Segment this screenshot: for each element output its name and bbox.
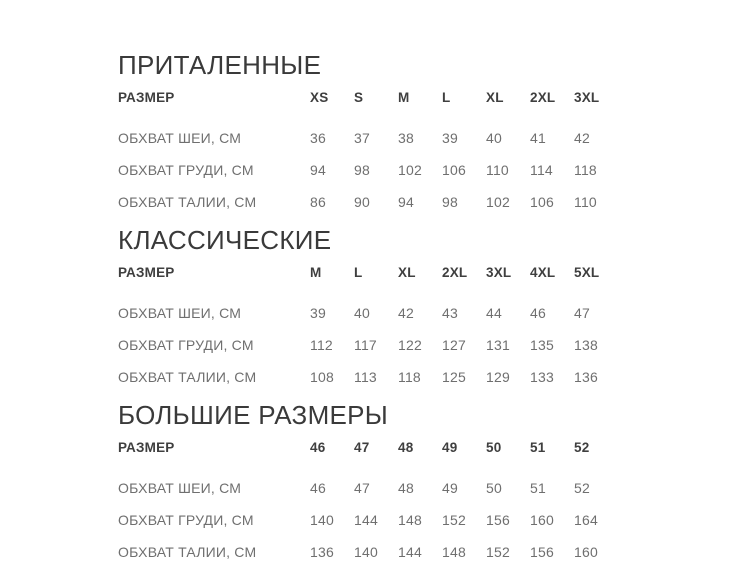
cell-value: 135 [530,337,554,353]
cell-value: 106 [442,162,466,178]
cell-value: 38 [398,130,414,146]
measurement-row-waist [118,193,743,211]
size-column-header: 47 [354,440,370,455]
cell-value: 98 [354,162,370,178]
cell-value: 46 [310,480,326,496]
table-header-row [118,439,743,457]
cell-value: 152 [442,512,466,528]
cell-value: 46 [530,305,546,321]
row-label: ОБХВАТ ГРУДИ, СМ [118,162,254,178]
cell-value: 102 [398,162,422,178]
section-title: КЛАССИЧЕСКИЕ [118,225,332,255]
cell-value: 52 [574,480,590,496]
size-column-header: 51 [530,440,546,455]
cell-value: 129 [486,369,510,385]
cell-value: 40 [486,130,502,146]
cell-value: 152 [486,544,510,560]
header-size-label: РАЗМЕР [118,440,175,455]
cell-value: 138 [574,337,598,353]
cell-value: 122 [398,337,422,353]
measurement-row-neck [118,129,743,147]
cell-value: 110 [574,194,597,210]
header-size-label: РАЗМЕР [118,90,175,105]
cell-value: 144 [354,512,378,528]
cell-value: 113 [354,369,377,385]
cell-value: 118 [574,162,597,178]
header-size-label: РАЗМЕР [118,265,175,280]
cell-value: 40 [354,305,370,321]
size-column-header: 5XL [574,265,600,280]
size-column-header: 46 [310,440,326,455]
section-title: ПРИТАЛЕННЫЕ [118,50,322,80]
cell-value: 94 [310,162,326,178]
cell-value: 110 [486,162,509,178]
cell-value: 148 [398,512,422,528]
row-label: ОБХВАТ ШЕИ, СМ [118,480,242,496]
cell-value: 51 [530,480,546,496]
cell-value: 37 [354,130,370,146]
row-label: ОБХВАТ ШЕИ, СМ [118,130,242,146]
measurement-row-chest [118,161,743,179]
measurement-row-waist [118,543,743,561]
cell-value: 39 [442,130,458,146]
cell-value: 36 [310,130,326,146]
measurement-row-neck [118,304,743,322]
size-column-header: 48 [398,440,414,455]
row-label: ОБХВАТ ГРУДИ, СМ [118,512,254,528]
size-column-header: 4XL [530,265,556,280]
cell-value: 136 [574,369,598,385]
cell-value: 125 [442,369,466,385]
cell-value: 44 [486,305,502,321]
row-label: ОБХВАТ ГРУДИ, СМ [118,337,254,353]
cell-value: 114 [530,162,553,178]
cell-value: 117 [354,337,377,353]
size-column-header: M [398,90,410,105]
cell-value: 42 [574,130,590,146]
cell-value: 118 [398,369,421,385]
measurement-row-neck [118,479,743,497]
cell-value: 160 [574,544,598,560]
size-column-header: L [442,90,451,105]
size-column-header: 2XL [530,90,556,105]
row-label: ОБХВАТ ТАЛИИ, СМ [118,194,257,210]
size-column-header: 3XL [486,265,512,280]
cell-value: 47 [354,480,370,496]
cell-value: 94 [398,194,414,210]
cell-value: 41 [530,130,546,146]
cell-value: 47 [574,305,590,321]
cell-value: 98 [442,194,458,210]
size-column-header: 49 [442,440,458,455]
cell-value: 140 [310,512,334,528]
cell-value: 48 [398,480,414,496]
row-label: ОБХВАТ ШЕИ, СМ [118,305,242,321]
section-title: БОЛЬШИЕ РАЗМЕРЫ [118,400,389,430]
table-header-row [118,89,743,107]
cell-value: 131 [486,337,510,353]
size-column-header: 50 [486,440,502,455]
section-fitted [118,50,743,211]
cell-value: 164 [574,512,598,528]
cell-value: 49 [442,480,458,496]
section-classic [118,225,743,386]
table-header-row [118,264,743,282]
cell-value: 108 [310,369,334,385]
cell-value: 102 [486,194,510,210]
cell-value: 106 [530,194,554,210]
row-label: ОБХВАТ ТАЛИИ, СМ [118,369,257,385]
size-column-header: XL [398,265,416,280]
row-label: ОБХВАТ ТАЛИИ, СМ [118,544,257,560]
cell-value: 90 [354,194,370,210]
size-column-header: 52 [574,440,590,455]
cell-value: 160 [530,512,554,528]
size-column-header: M [310,265,322,280]
size-column-header: XL [486,90,504,105]
cell-value: 148 [442,544,466,560]
cell-value: 43 [442,305,458,321]
measurement-row-chest [118,511,743,529]
cell-value: 39 [310,305,326,321]
size-column-header: XS [310,90,329,105]
size-column-header: 2XL [442,265,468,280]
cell-value: 127 [442,337,466,353]
size-column-header: 3XL [574,90,600,105]
cell-value: 144 [398,544,422,560]
cell-value: 140 [354,544,378,560]
measurement-row-chest [118,336,743,354]
size-column-header: L [354,265,363,280]
cell-value: 136 [310,544,334,560]
measurement-row-waist [118,368,743,386]
section-plus-sizes [118,400,743,561]
cell-value: 42 [398,305,414,321]
cell-value: 156 [486,512,510,528]
cell-value: 86 [310,194,326,210]
cell-value: 156 [530,544,554,560]
size-column-header: S [354,90,364,105]
cell-value: 50 [486,480,502,496]
cell-value: 112 [310,337,333,353]
cell-value: 133 [530,369,554,385]
